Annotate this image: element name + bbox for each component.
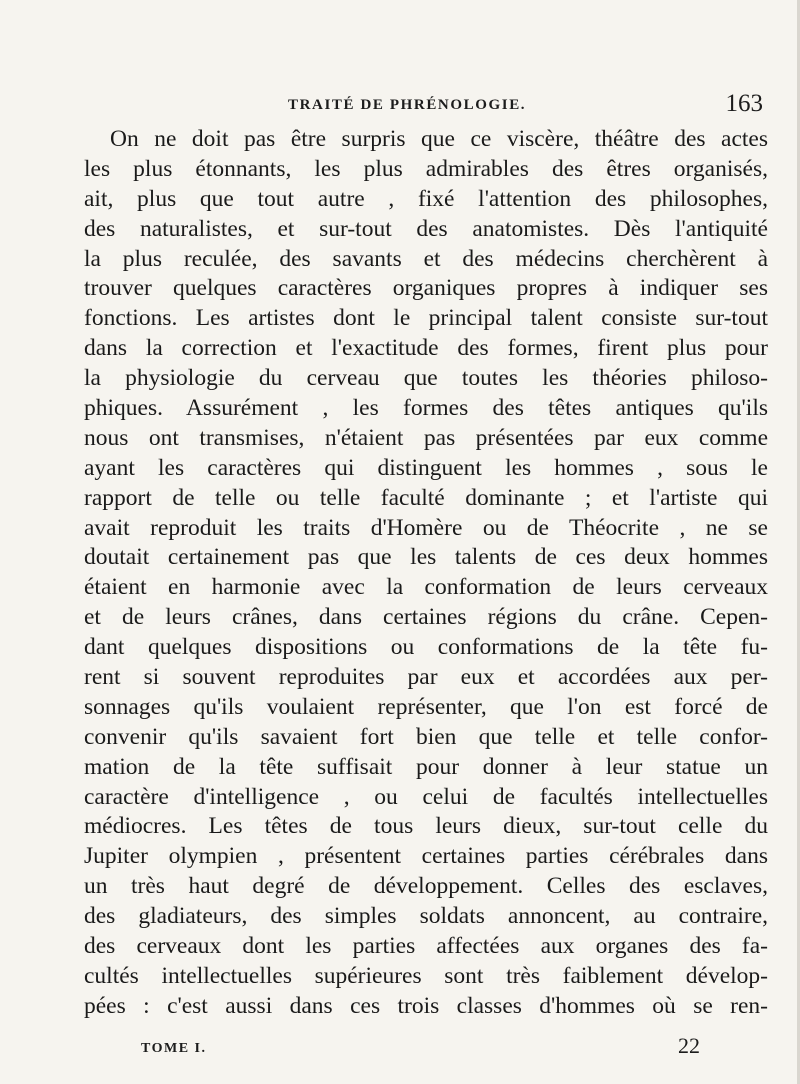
text-line: On ne doit pas être surpris que ce viscère, théâtre des actes (110, 126, 768, 152)
text-line: caractère d'intelligence , ou celui de facultés intellectuelles (84, 783, 768, 810)
sheet-number: 22 (678, 1033, 700, 1058)
text-line: phiques. Assurément , les formes des têtes antiques qu'ils (84, 395, 768, 422)
text-line: cultés intellectuelles supérieures sont très faiblement dévelop- (84, 962, 768, 989)
text-line: et de leurs crânes, dans certaines régions du crâne. Cepen- (84, 604, 768, 631)
text-line: avait reproduit les traits d'Homère ou de Théocrite , ne se (84, 514, 768, 541)
text-line: médiocres. Les têtes de tous leurs dieux, sur-tout celle du (84, 813, 768, 840)
text-line: sonnages qu'ils voulaient représenter, que l'on est forcé de (84, 693, 768, 720)
text-line: pées : c'est aussi dans ces trois classes d'hommes où se ren- (84, 992, 768, 1019)
text-line: ait, plus que tout autre , fixé l'attention des philosophes, (84, 185, 768, 212)
text-line: des naturalistes, et sur-tout des anatomistes. Dès l'antiquité (84, 215, 768, 242)
text-line: doutait certainement pas que les talents de ces deux hommes (84, 544, 768, 571)
text-line: convenir qu'ils savaient fort bien que telle et telle confor- (84, 723, 768, 750)
text-line: trouver quelques caractères organiques propres à indiquer ses (84, 275, 768, 302)
text-line: la plus reculée, des savants et des médecins cherchèrent à (84, 245, 768, 272)
text-line: ayant les caractères qui distinguent les hommes , sous le (84, 454, 768, 481)
text-line: des gladiateurs, des simples soldats annoncent, au contraire, (84, 903, 768, 930)
body-text (84, 125, 768, 1022)
text-line: un très haut degré de développement. Celles des esclaves, (84, 873, 768, 900)
text-line: rent si souvent reproduites par eux et accordées aux per- (84, 664, 768, 691)
text-line: des cerveaux dont les parties affectées aux organes des fa- (84, 933, 768, 960)
text-line: Jupiter olympien , présentent certaines parties cérébrales dans (84, 843, 768, 870)
text-line: les plus étonnants, les plus admirables des êtres organisés, (84, 155, 768, 182)
volume-signature: TOME I. (141, 1041, 207, 1056)
text-line: mation de la tête suffisait pour donner à leur statue un (84, 753, 768, 780)
text-line: la physiologie du cerveau que toutes les théories philoso- (84, 365, 768, 392)
text-line: nous ont transmises, n'étaient pas présentées par eux comme (84, 424, 768, 451)
running-head: TRAITÉ DE PHRÉNOLOGIE. (288, 97, 527, 113)
text-line: rapport de telle ou telle faculté dominante ; et l'artiste qui (84, 484, 768, 511)
text-line: étaient en harmonie avec la conformation de leurs cerveaux (84, 574, 768, 601)
page-number: 163 (725, 90, 763, 117)
text-line: dans la correction et l'exactitude des formes, firent plus pour (84, 335, 768, 362)
text-line: fonctions. Les artistes dont le principal talent consiste sur-tout (84, 305, 768, 332)
text-line: dant quelques dispositions ou conformations de la tête fu- (84, 634, 768, 661)
